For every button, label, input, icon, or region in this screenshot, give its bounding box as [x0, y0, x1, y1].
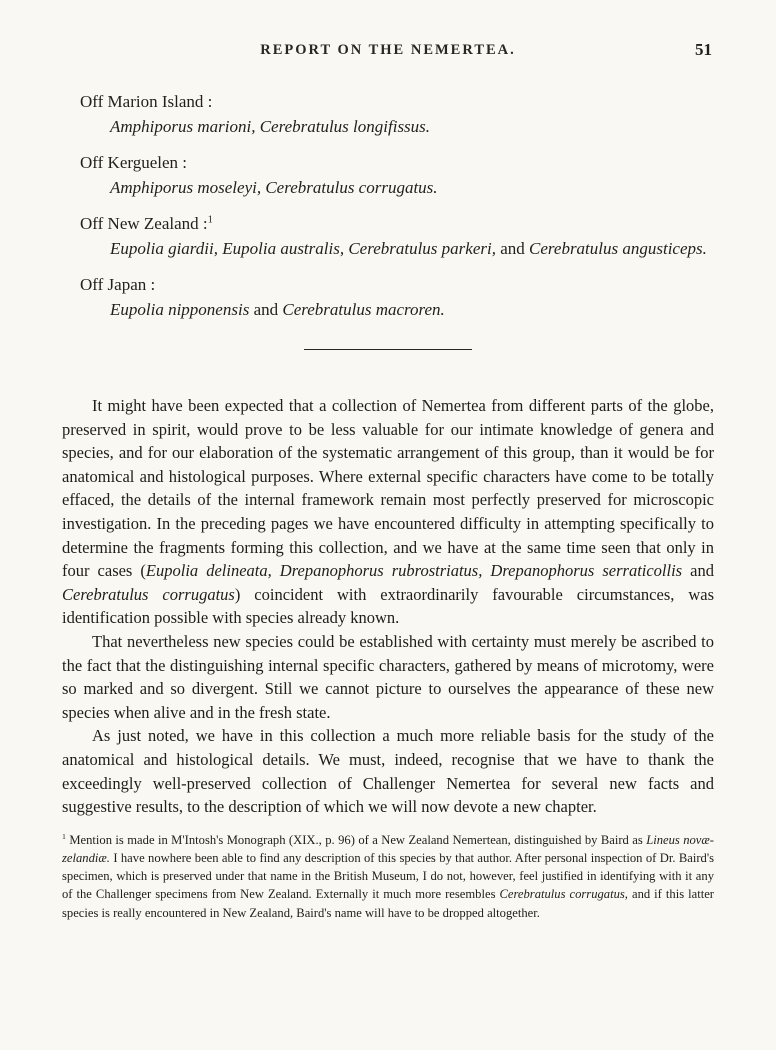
locality-entry-new-zealand: [62, 212, 714, 260]
locality-heading: Off Marion Island :: [80, 92, 213, 111]
body-paragraph-2: That nevertheless new species could be established with certainty must merely be ascribed to the fact that the distinguishing internal specific characters, gathered by means of microtomy, were so marked and so divergent. Still we cannot picture to ourselves the appearance of these new species when alive and in the fresh state.: [62, 631, 714, 722]
locality-species: Eupolia nipponensis and Cerebratulus macroren.: [110, 300, 445, 319]
locality-heading: Off New Zealand :$^1$: [80, 214, 213, 233]
locality-list: [62, 90, 714, 321]
running-head: [62, 42, 714, 64]
locality-heading: Off Japan :: [80, 275, 156, 294]
page-title: REPORT ON THE NEMERTEA.: [260, 42, 516, 58]
footnote: $^1$ Mention is made in M'Intosh's Monograph (XIX., p. 96) of a New Zealand Nemertean, distinguished by Baird as Lineus novæ-zelandiæ. I have nowhere been able to find any description of this species by that author. After personal inspection of Dr. Baird's specimen, which is preserved under that name in the British Museum, I do not, however, feel justified in identifying with it any of the Challenger specimens from New Zealand. Externally it much more resembles Cerebratulus corrugatus, and if this latter species is really encountered in New Zealand, Baird's name will have to be dropped altogether.: [62, 831, 714, 920]
body-text: [62, 394, 714, 819]
locality-species: Eupolia giardii, Eupolia australis, Cerebratulus parkeri, and Cerebratulus angusticeps.: [110, 239, 707, 258]
page-number: 51: [695, 40, 712, 59]
section-divider: [304, 349, 472, 350]
locality-entry-marion-island: [62, 90, 714, 138]
body-paragraph-1: It might have been expected that a collection of Nemertea from different parts of the globe, preserved in spirit, would prove to be less valuable for our intimate knowledge of genera and species, and for our elaboration of the systematic arrangement of this group, than it would be for anatomical and histological purposes. Where external specific characters have come to be totally effaced, the details of the internal framework remain most perfectly preserved for microscopic investigation. In the preceding pages we have encountered difficulty in attempting specifically to determine the fragments forming this collection, and we have at the same time seen that only in four cases (Eupolia delineata, Drepanophorus rubrostriatus, Drepanophorus serraticollis and Cerebratulus corrugatus) coincident with extraordinarily favourable circumstances, was identification possible with species already known.: [62, 396, 714, 628]
locality-heading: Off Kerguelen :: [80, 153, 188, 172]
locality-entry-kerguelen: [62, 151, 714, 199]
locality-species: Amphiporus moseleyi, Cerebratulus corrugatus.: [110, 178, 438, 197]
locality-entry-japan: [62, 273, 714, 321]
locality-species: Amphiporus marioni, Cerebratulus longifissus.: [110, 117, 431, 136]
body-paragraph-3: As just noted, we have in this collection a much more reliable basis for the study of the anatomical and histological details. We must, indeed, recognise that we have to thank the exceedingly well-preserved collection of Challenger Nemertea for several new facts and suggestive results, to the description of which we will now devote a new chapter.: [62, 726, 714, 817]
